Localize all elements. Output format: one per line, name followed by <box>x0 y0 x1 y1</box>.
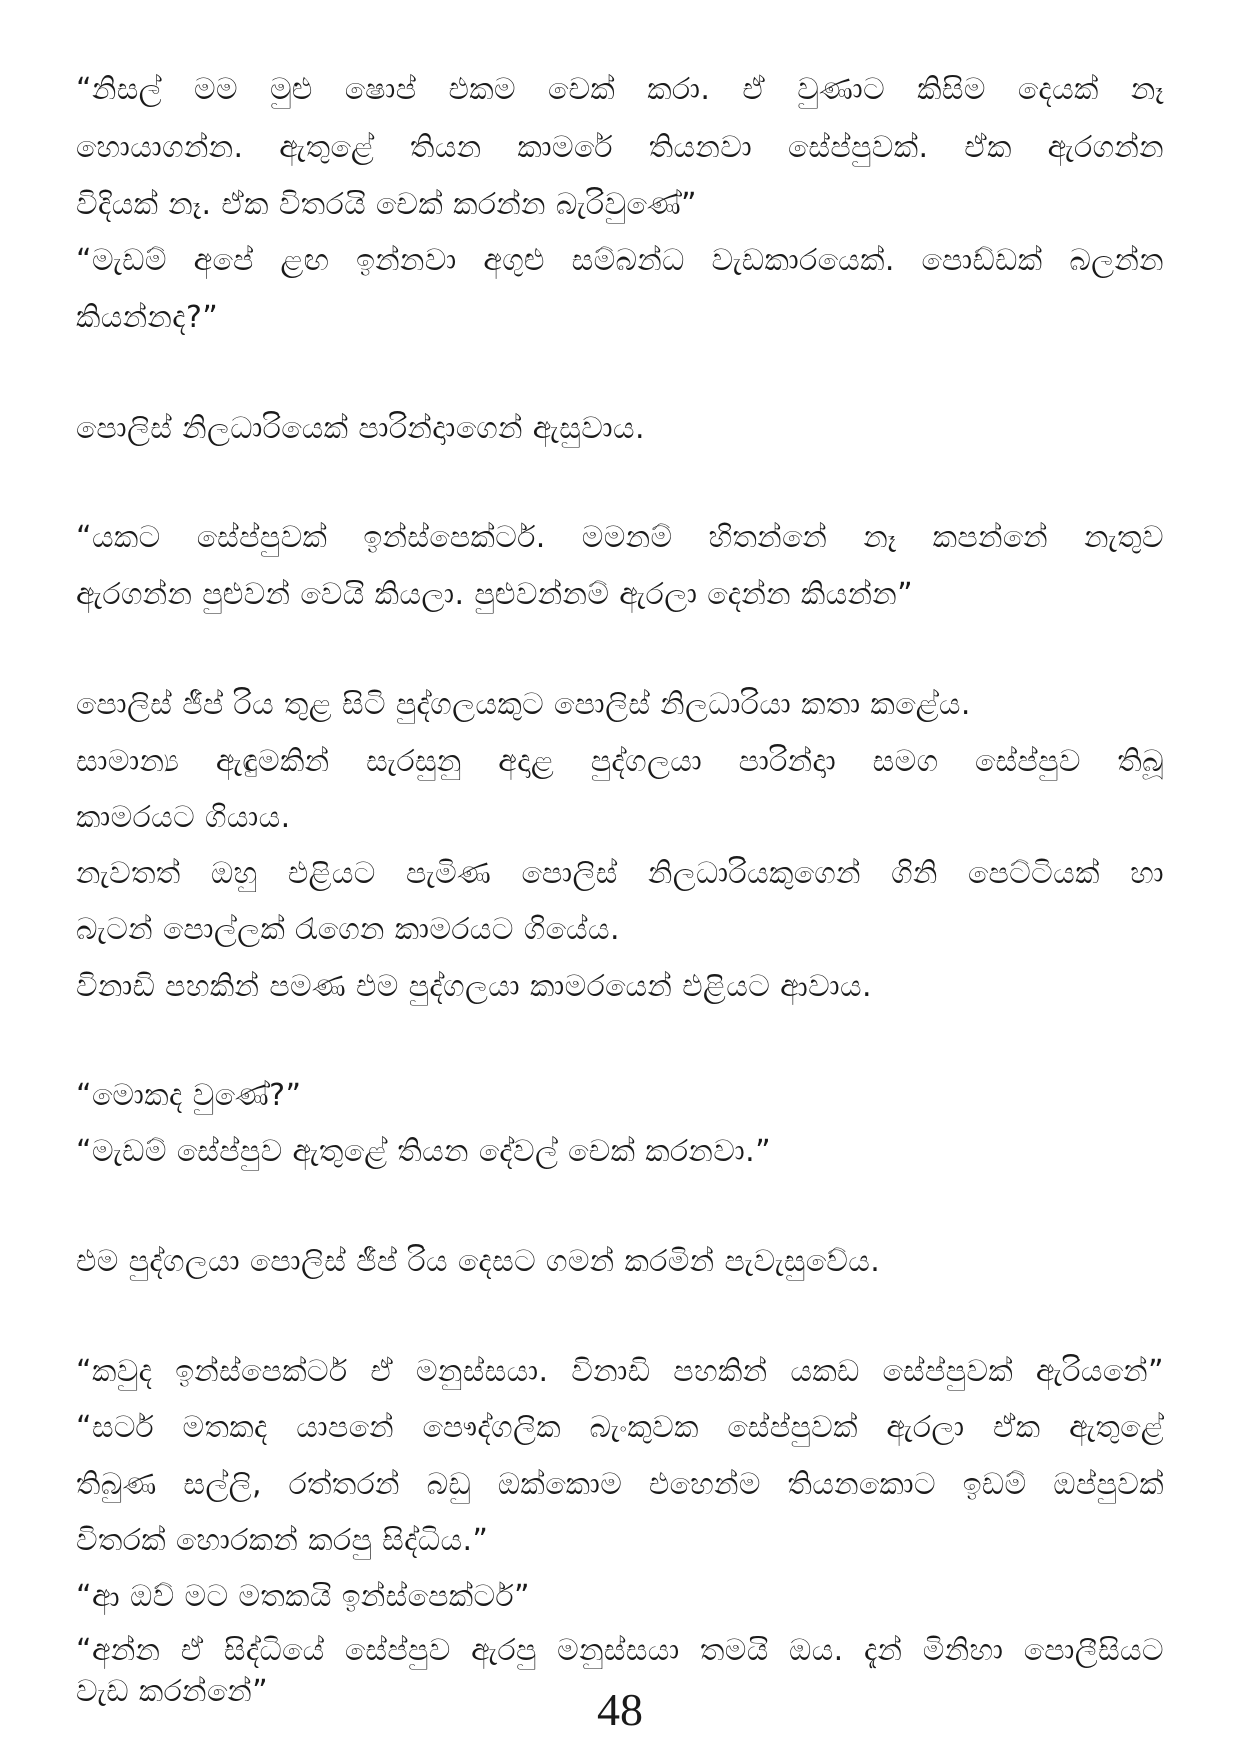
text-line: හොයාගන්න. ඇතුළේ තියන කාමරේ තියනවා සේප්පුවක්. ඒක ඇරගන්න <box>76 130 1164 165</box>
text-line: ඇරගන්න පුළුවන් වෙයි කියලා. පුළුවන්නම් ඇරලා දෙන්න කියන්න” <box>76 577 914 612</box>
text-line: වැඩ කරන්නේ” <box>76 1674 269 1709</box>
text-line: පොලිස් ජීප් රිය තුළ සිටි පුද්ගලයකුට පොලිස් නිලධාරියා කතා කළේය. <box>76 687 971 722</box>
text-line: නැවතත් ඔහු එළියට පැමිණ පොලිස් නිලධාරියකුගෙන් ගිනි පෙට්ටියක් හා <box>76 856 1164 891</box>
text-line: “මොකද වුණේ?” <box>76 1078 302 1113</box>
text-line: “යකට සේප්පුවක් ඉන්ස්පෙක්ටර්. මමනම් හිතන්නේ නෑ කපන්නේ නැතුව <box>76 520 1164 555</box>
text-line: සාමාන්‍ය ඇඳුමකින් සැරසුනු අදාළ පුද්ගලයා පාරින්දාා සමග සේප්පුව තිබූ <box>76 744 1164 779</box>
text-line: බැටන් පොල්ලක් රැගෙන කාමරයට ගියේය. <box>76 912 620 947</box>
text-line: එම පුද්ගලයා පොලිස් ජීප් රිය දෙසට ගමන් කරමින් පැවැසුවේය. <box>76 1244 881 1279</box>
page-number: 48 <box>597 1684 643 1735</box>
text-line: විතරක් හොරකන් කරපු සිද්ධිය.” <box>76 1523 489 1558</box>
text-line: “ආ ඔව් මට මතකයි ඉන්ස්පෙක්ටර්” <box>76 1579 530 1614</box>
text-line: පොලිස් නිලධාරියෙක් පාරින්දාාගෙන් ඇසුවාය. <box>76 411 645 446</box>
text-line: “අන්න ඒ සිද්ධියේ සේප්පුව ඇරපු මනුස්සයා තමයි ඔය. දැන් මිනිහා පොලීසියට <box>76 1633 1164 1668</box>
text-line: විදියක් නෑ. ඒක විතරයි චෙක් කරන්න බැරිවුණේ” <box>76 187 697 222</box>
text-line: “මැඩම් අපේ ළඟ ඉන්නවා අගුළු සම්බන්ධ වැඩකාරයෙක්. පොඩ්ඩක් බලන්න <box>76 243 1164 278</box>
text-line: තිබුණ සල්ලි, රත්තරන් බඩු ඔක්කොම එහෙන්ම තියනකොට ඉඩම් ඔප්පුවක් <box>76 1467 1164 1502</box>
text-line: “කවුද ඉන්ස්පෙක්ටර් ඒ මනුස්සයා. විනාඩි පහකින් යකඩ සේප්පුවක් ඇරියනේ” <box>76 1354 1164 1389</box>
text-line: විනාඩි පහකින් පමණ එම පුද්ගලයා කාමරයෙන් එළියට ආවාය. <box>76 969 872 1004</box>
text-line: “නිසල් මම මුළු ෂොප් එකම චෙක් කරා. ඒ වුණාට කිසිම දෙයක් නෑ <box>76 72 1164 107</box>
text-line: “මැඩම් සේප්පුව ඇතුළේ තියන දේවල් චෙක් කරනවා.” <box>76 1134 772 1169</box>
text-line: කියන්නද?” <box>76 300 219 335</box>
text-line: කාමරයට ගියාය. <box>76 800 291 835</box>
text-line: “සර්ට මතකද යාපනේ පෞද්ගලික බැංකුවක සේප්පුවක් ඇරලා ඒක ඇතුළේ <box>76 1410 1164 1445</box>
